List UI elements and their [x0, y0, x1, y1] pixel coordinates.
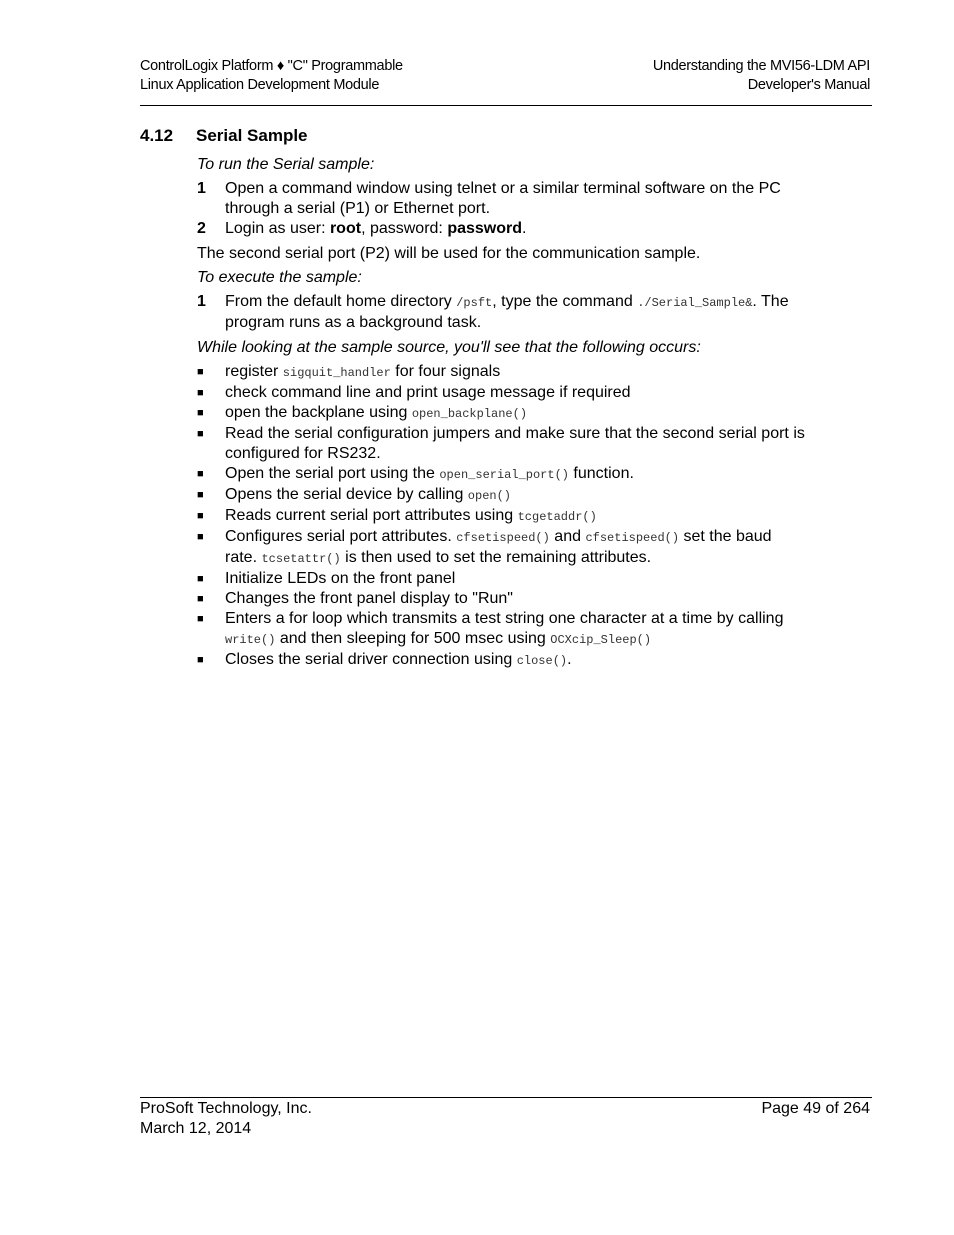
item-text: Open the serial port using the	[225, 465, 440, 482]
code-inline: sigquit_handler	[282, 366, 391, 380]
step-number: 1	[197, 180, 206, 197]
list-item	[197, 589, 807, 609]
list-item	[197, 506, 807, 527]
bullet-icon: ■	[197, 489, 204, 501]
header-divider	[140, 105, 872, 106]
item-text: function.	[568, 465, 634, 482]
bullet-icon: ■	[197, 593, 204, 605]
item-text: Changes the front panel display to "Run"	[225, 590, 513, 607]
code-command: ./Serial_Sample&	[637, 296, 753, 310]
list-item	[197, 464, 807, 485]
header-module-name: Linux Application Development Module	[140, 77, 380, 93]
header-chapter-title: Understanding the MVI56-LDM API	[652, 58, 870, 74]
bullet-icon: ■	[197, 407, 204, 419]
page-number: Page 49 of 264	[761, 1100, 870, 1117]
item-text: open the backplane using	[225, 404, 412, 421]
bullet-icon: ■	[197, 366, 204, 378]
code-home-dir: /psft	[456, 296, 493, 310]
item-text: check command line and print usage message if required	[225, 384, 631, 401]
exec-intro: To execute the sample:	[197, 269, 362, 286]
code-inline: OCXcip_Sleep()	[550, 633, 652, 647]
run-step-1	[197, 179, 807, 219]
code-inline: open()	[467, 489, 512, 503]
item-text: is then used to set the remaining attributes.	[340, 549, 652, 566]
step-text: . The program runs as a background task.	[225, 293, 789, 331]
code-inline: write()	[225, 633, 276, 647]
item-text: .	[567, 651, 572, 668]
item-text: register	[225, 363, 283, 380]
section-title: Serial Sample	[196, 126, 308, 145]
list-item	[197, 569, 807, 589]
bullet-icon: ■	[197, 654, 204, 666]
code-inline: open_backplane()	[411, 407, 528, 421]
list-item	[197, 403, 807, 424]
code-inline: close()	[516, 654, 568, 668]
header-manual-name: Developer's Manual	[747, 77, 870, 93]
running-header-right	[653, 57, 870, 95]
item-text: Opens the serial device by calling	[225, 486, 468, 503]
step-text-mid: , password:	[361, 220, 448, 237]
step-number: 1	[197, 293, 206, 310]
item-text: set the baud rate.	[225, 528, 772, 566]
code-inline: cfsetispeed()	[456, 531, 550, 545]
item-text: Closes the serial driver connection using	[225, 651, 517, 668]
step-text: , type the command	[492, 293, 638, 310]
login-password: password	[447, 220, 523, 237]
item-text: Read the serial configuration jumpers and make sure that the second serial port is configured for RS232.	[225, 425, 805, 462]
item-text: for four signals	[390, 363, 501, 380]
bullet-icon: ■	[197, 468, 204, 480]
step-number: 2	[197, 220, 206, 237]
footer-left	[140, 1099, 312, 1139]
item-text: and	[549, 528, 586, 545]
footer-divider	[140, 1097, 872, 1098]
bullet-icon: ■	[197, 613, 204, 625]
code-inline: cfsetispeed()	[585, 531, 680, 545]
item-text: Enters a for loop which transmits a test string one character at a time by calling	[225, 610, 784, 627]
code-inline: tcgetaddr()	[517, 510, 597, 524]
header-product-line: ControlLogix Platform ♦ "C" Programmable	[140, 58, 403, 74]
footer-right	[761, 1099, 870, 1119]
run-step-2	[197, 219, 807, 239]
running-header-left	[140, 57, 403, 95]
step-text-pre: Login as user:	[225, 220, 330, 237]
p2-note: The second serial port (P2) will be used for the communication sample.	[197, 245, 701, 262]
item-text: and then sleeping for 500 msec using	[275, 630, 551, 647]
footer-date: March 12, 2014	[140, 1120, 252, 1137]
bullet-icon: ■	[197, 510, 204, 522]
sample-actions-list	[197, 362, 807, 671]
bullet-icon: ■	[197, 531, 204, 543]
step-text: From the default home directory	[225, 293, 457, 310]
section-heading	[140, 125, 308, 147]
source-intro: While looking at the sample source, you'll see that the following occurs:	[197, 339, 701, 356]
item-text: Configures serial port attributes.	[225, 528, 457, 545]
footer-company: ProSoft Technology, Inc.	[140, 1100, 312, 1117]
code-inline: tcsetattr()	[261, 552, 341, 566]
bullet-icon: ■	[197, 428, 204, 440]
item-text: Reads current serial port attributes using	[225, 507, 518, 524]
bullet-icon: ■	[197, 573, 204, 585]
step-text-post: .	[522, 220, 527, 237]
login-user: root	[329, 220, 362, 237]
run-intro: To run the Serial sample:	[197, 156, 375, 173]
list-item	[197, 383, 807, 403]
exec-step-1	[197, 292, 807, 333]
list-item	[197, 527, 807, 569]
code-inline: open_serial_port()	[439, 468, 569, 482]
list-item	[197, 424, 807, 464]
section-body	[197, 155, 807, 671]
list-item	[197, 362, 807, 383]
step-text: Open a command window using telnet or a similar terminal software on the PC through a serial (P1) or Ethernet port.	[225, 180, 781, 217]
list-item	[197, 485, 807, 506]
list-item	[197, 609, 807, 650]
bullet-icon: ■	[197, 387, 204, 399]
item-text: Initialize LEDs on the front panel	[225, 570, 456, 587]
list-item	[197, 650, 807, 671]
section-number: 4.12	[140, 126, 174, 145]
